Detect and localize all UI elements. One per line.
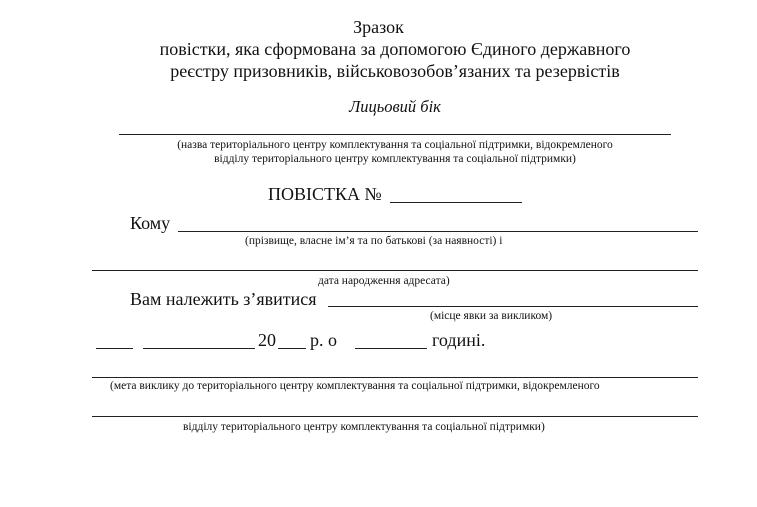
day-line	[96, 348, 133, 349]
recipient-caption: (прізвище, власне ім’я та по батькові (за наявності) і	[245, 235, 503, 247]
year-suffix: р. о	[310, 330, 337, 350]
year-prefix: 20	[258, 330, 276, 350]
tcc-name-line	[119, 134, 671, 135]
recipient-second-line	[92, 270, 698, 271]
recipient-label: Кому	[130, 213, 171, 233]
document-title: Зразок	[353, 17, 404, 37]
appearance-caption: (місце явки за викликом)	[430, 310, 553, 322]
document-subtitle-line2: реєстру призовників, військовозобов’язаних та резервістів	[170, 61, 620, 81]
recipient-line	[178, 231, 698, 232]
year-line	[278, 348, 306, 349]
tcc-name-caption-line1: (назва територіального центру комплектування та соціальної підтримки, відокремленого	[177, 139, 613, 151]
recipient-caption2: дата народження адресата)	[318, 275, 450, 287]
side-label: Лицьовий бік	[349, 97, 441, 116]
hour-line	[355, 348, 427, 349]
appearance-label: Вам належить з’явитися	[130, 289, 317, 309]
summons-title: ПОВІСТКА №	[268, 184, 382, 204]
purpose-caption-line1: (мета виклику до територіального центру комплектування та соціальної підтримки, відокремленого	[110, 380, 600, 392]
appearance-line	[328, 306, 698, 307]
document-subtitle-line1: повістки, яка сформована за допомогою Єдиного державного	[159, 39, 631, 59]
hour-suffix: годині.	[432, 330, 486, 350]
purpose-line	[92, 377, 698, 378]
month-line	[143, 348, 255, 349]
purpose-second-line	[92, 416, 698, 417]
tcc-name-caption-line2: відділу територіального центру комплектування та соціальної підтримки)	[214, 153, 576, 165]
summons-number-line	[390, 202, 522, 203]
purpose-caption-line2: відділу територіального центру комплектування та соціальної підтримки)	[183, 421, 545, 433]
